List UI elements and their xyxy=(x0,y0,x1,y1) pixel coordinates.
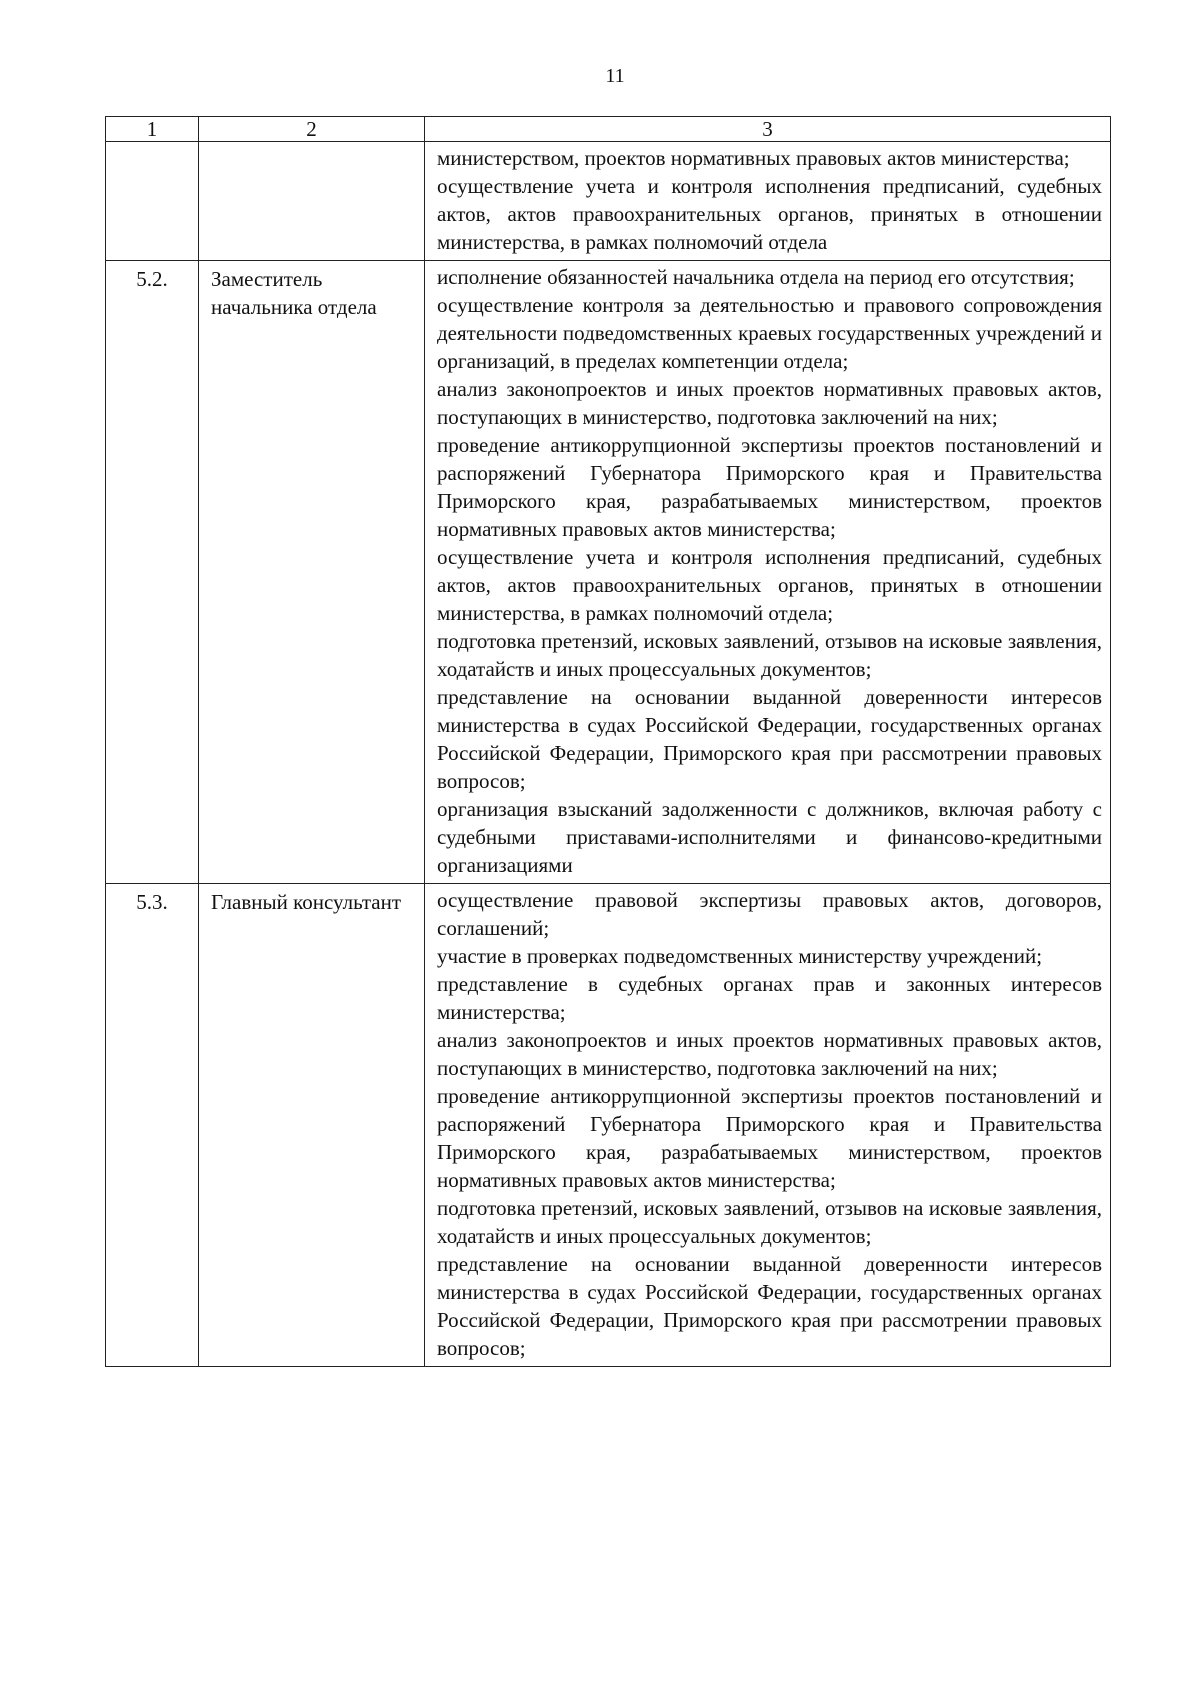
row-duties xyxy=(425,884,1111,1367)
table-header-row xyxy=(106,117,1111,142)
row-duties xyxy=(425,142,1111,261)
duty-item: подготовка претензий, исковых заявлений, отзывов на исковые заявления, ходатайств и иных процессуальных документов; xyxy=(437,629,1102,681)
table-row xyxy=(106,884,1111,1367)
row-position: Главный консультант xyxy=(199,884,425,1367)
duty-item: проведение антикоррупционной экспертизы проектов постановлений и распоряжений Губернатора Приморского края и Правительства Приморского края, разрабатываемых министерством, проектов нормативных правовых актов министерства; xyxy=(437,1084,1102,1192)
table-row xyxy=(106,142,1111,261)
duty-item: анализ законопроектов и иных проектов нормативных правовых актов, поступающих в министерство, подготовка заключений на них; xyxy=(437,377,1102,429)
duty-item: участие в проверках подведомственных министерству учреждений; xyxy=(437,944,1043,968)
row-position: Заместитель начальника отдела xyxy=(199,261,425,884)
duty-item: представление в судебных органах прав и законных интересов министерства; xyxy=(437,972,1102,1024)
duty-item: осуществление контроля за деятельностью и правового сопровождения деятельности подведомственных краевых государственных учреждений и организаций, в пределах компетенции отдела; xyxy=(437,293,1102,373)
column-header-duties: 3 xyxy=(425,117,1111,142)
duty-item: министерством, проектов нормативных правовых актов министерства; xyxy=(437,146,1070,170)
column-header-number: 1 xyxy=(106,117,199,142)
page-number: 11 xyxy=(605,65,625,87)
duty-item: подготовка претензий, исковых заявлений, отзывов на исковые заявления, ходатайств и иных процессуальных документов; xyxy=(437,1196,1102,1248)
row-number: 5.2. xyxy=(106,261,199,884)
duty-item: организация взысканий задолженности с должников, включая работу с судебными приставами-исполнителями и финансово-кредитными организациями xyxy=(437,797,1102,877)
column-header-position: 2 xyxy=(199,117,425,142)
duty-item: представление на основании выданной доверенности интересов министерства в судах Российской Федерации, государственных органах Российской Федерации, Приморского края при рассмотрении правовых вопросов; xyxy=(437,685,1102,793)
duty-item: анализ законопроектов и иных проектов нормативных правовых актов, поступающих в министерство, подготовка заключений на них; xyxy=(437,1028,1102,1080)
row-position xyxy=(199,142,425,261)
row-number: 5.3. xyxy=(106,884,199,1367)
duty-item: представление на основании выданной доверенности интересов министерства в судах Российской Федерации, государственных органах Российской Федерации, Приморского края при рассмотрении правовых вопросов; xyxy=(437,1252,1102,1360)
duty-item: исполнение обязанностей начальника отдела на период его отсутствия; xyxy=(437,265,1075,289)
row-number xyxy=(106,142,199,261)
duty-item: осуществление учета и контроля исполнения предписаний, судебных актов, актов правоохранительных органов, принятых в отношении министерства, в рамках полномочий отдела; xyxy=(437,545,1102,625)
table-row xyxy=(106,261,1111,884)
duty-item: осуществление правовой экспертизы правовых актов, договоров, соглашений; xyxy=(437,888,1102,940)
duties-table xyxy=(105,116,1111,1367)
duty-item: проведение антикоррупционной экспертизы проектов постановлений и распоряжений Губернатора Приморского края и Правительства Приморского края, разрабатываемых министерством, проектов нормативных правовых актов министерства; xyxy=(437,433,1102,541)
duty-item: осуществление учета и контроля исполнения предписаний, судебных актов, актов правоохранительных органов, принятых в отношении министерства, в рамках полномочий отдела xyxy=(437,174,1102,254)
row-duties xyxy=(425,261,1111,884)
